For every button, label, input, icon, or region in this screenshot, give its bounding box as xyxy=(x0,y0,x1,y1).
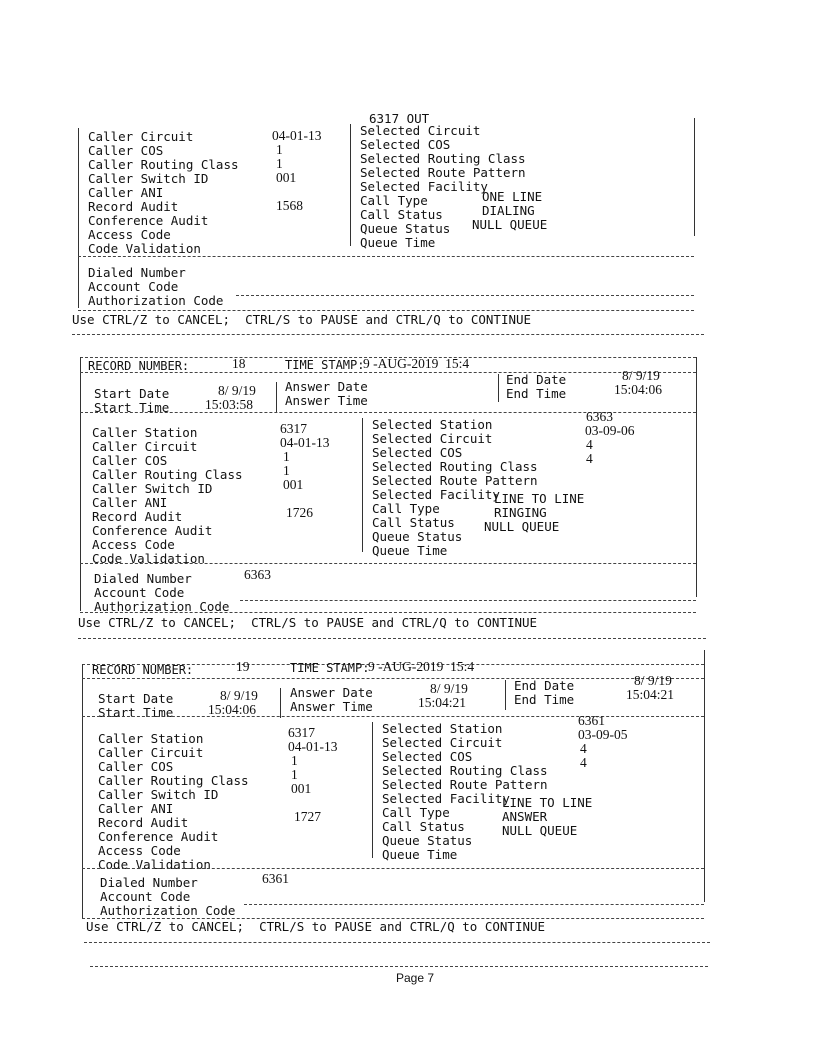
label-answer-date: Answer Date xyxy=(285,379,368,394)
label-caller-ani: Caller ANI xyxy=(88,185,164,200)
label-queue-time: Queue Time xyxy=(372,543,448,558)
label-selected-facility: Selected Facility xyxy=(382,791,510,806)
value-caller-routing-class: 1 xyxy=(291,767,298,782)
label-call-type: Call Type xyxy=(372,501,440,516)
label-authorization-code: Authorization Code xyxy=(100,903,236,918)
value-caller-switch-id: 001 xyxy=(276,170,297,185)
label-caller-routing-class: Caller Routing Class xyxy=(98,773,249,788)
separator xyxy=(240,600,696,601)
value-dialed-number: 6361 xyxy=(262,871,289,886)
value-answer-date: 8/ 9/19 xyxy=(430,681,468,696)
label-selected-cos: Selected COS xyxy=(360,137,451,152)
label-end-time: End Time xyxy=(506,386,567,401)
value-selected-station: 6363 xyxy=(586,409,613,424)
label-queue-status: Queue Status xyxy=(382,833,473,848)
value-caller-cos: 1 xyxy=(276,142,283,157)
ctrl-instructions: Use CTRL/Z to CANCEL; CTRL/S to PAUSE and CTRL/Q to CONTINUE xyxy=(72,312,532,327)
label-time-stamp: TIME STAMP: xyxy=(290,661,370,675)
separator xyxy=(80,563,696,564)
label-selected-station: Selected Station xyxy=(372,417,493,432)
label-end-date: End Date xyxy=(506,372,567,387)
label-authorization-code: Authorization Code xyxy=(88,293,224,308)
box-right-border xyxy=(694,118,695,236)
value-selected-cos: 4 xyxy=(580,741,587,756)
value-record-number: 18 xyxy=(232,356,246,371)
separator xyxy=(82,716,704,717)
value-start-date: 8/ 9/19 xyxy=(220,688,258,703)
label-call-status: Call Status xyxy=(372,515,455,530)
value-caller-station: 6317 xyxy=(280,421,307,436)
label-access-code: Access Code xyxy=(92,537,175,552)
divider xyxy=(505,680,506,710)
label-answer-time: Answer Time xyxy=(285,393,368,408)
label-call-status: Call Status xyxy=(360,207,443,222)
label-selected-facility: Selected Facility xyxy=(372,487,500,502)
label-access-code: Access Code xyxy=(88,227,171,242)
label-code-validation: Code Validation xyxy=(98,857,211,872)
label-caller-circuit: Caller Circuit xyxy=(98,745,204,760)
value-call-type: LINE TO LINE xyxy=(502,795,593,810)
value-start-time: 15:03:58 xyxy=(205,397,254,412)
label-caller-station: Caller Station xyxy=(98,731,204,746)
label-caller-ani: Caller ANI xyxy=(98,801,174,816)
value-dialed-number: 6363 xyxy=(244,567,271,582)
box-left-border xyxy=(78,128,79,308)
value-start-time: 15:04:06 xyxy=(208,702,257,717)
label-selected-circuit: Selected Circuit xyxy=(360,123,481,138)
label-queue-status: Queue Status xyxy=(372,529,463,544)
label-answer-time: Answer Time xyxy=(290,699,373,714)
label-start-date: Start Date xyxy=(94,386,170,401)
label-caller-routing-class: Caller Routing Class xyxy=(88,157,239,172)
divider xyxy=(280,688,281,718)
value-caller-cos: 1 xyxy=(291,753,298,768)
box-right-border xyxy=(696,357,697,597)
value-selected-routing-class: 4 xyxy=(586,451,593,466)
divider xyxy=(362,418,363,552)
label-call-type: Call Type xyxy=(360,193,428,208)
label-caller-circuit: Caller Circuit xyxy=(92,439,198,454)
value-caller-circuit: 04-01-13 xyxy=(280,435,330,450)
label-code-validation: Code Validation xyxy=(88,241,201,256)
value-start-date: 8/ 9/19 xyxy=(218,383,256,398)
value-end-time: 15:04:21 xyxy=(626,687,675,702)
label-caller-cos: Caller COS xyxy=(92,453,168,468)
value-record-audit: 1726 xyxy=(286,505,313,520)
divider xyxy=(498,374,499,402)
label-selected-route-pattern: Selected Route Pattern xyxy=(360,165,526,180)
label-time-stamp: TIME STAMP: xyxy=(285,358,365,372)
value-caller-circuit: 04-01-13 xyxy=(272,128,322,143)
value-record-number: 19 xyxy=(236,659,250,674)
value-queue-status: NULL QUEUE xyxy=(502,823,578,838)
value-selected-cos: 4 xyxy=(586,437,593,452)
label-caller-ani: Caller ANI xyxy=(92,495,168,510)
label-selected-cos: Selected COS xyxy=(372,445,463,460)
label-conference-audit: Conference Audit xyxy=(98,829,219,844)
label-selected-routing-class: Selected Routing Class xyxy=(382,763,548,778)
value-time-stamp: 9 -AUG-2019 15:4 xyxy=(368,659,475,674)
value-call-type: ONE LINE xyxy=(482,189,543,204)
label-selected-circuit: Selected Circuit xyxy=(372,431,493,446)
value-time-stamp: 9 -AUG-2019 15:4 xyxy=(363,356,470,371)
label-call-type: Call Type xyxy=(382,805,450,820)
value-caller-cos: 1 xyxy=(283,449,290,464)
value-call-type: LINE TO LINE xyxy=(494,491,585,506)
label-account-code: Account Code xyxy=(100,889,191,904)
label-record-audit: Record Audit xyxy=(88,199,179,214)
value-end-date: 8/ 9/19 xyxy=(634,673,672,688)
label-caller-routing-class: Caller Routing Class xyxy=(92,467,243,482)
selected-station-value: 6317 OUT xyxy=(369,111,430,126)
label-code-validation: Code Validation xyxy=(92,551,205,566)
label-conference-audit: Conference Audit xyxy=(92,523,213,538)
separator xyxy=(78,256,694,257)
value-caller-switch-id: 001 xyxy=(291,781,312,796)
separator xyxy=(82,868,704,869)
label-selected-route-pattern: Selected Route Pattern xyxy=(372,473,538,488)
separator xyxy=(78,310,694,311)
label-queue-time: Queue Time xyxy=(382,847,458,862)
value-record-audit: 1568 xyxy=(276,198,303,213)
label-end-time: End Time xyxy=(514,692,575,707)
label-selected-routing-class: Selected Routing Class xyxy=(360,151,526,166)
value-selected-circuit: 03-09-06 xyxy=(585,423,635,438)
label-dialed-number: Dialed Number xyxy=(88,265,186,280)
label-selected-routing-class: Selected Routing Class xyxy=(372,459,538,474)
box-right-border xyxy=(704,650,705,902)
value-queue-status: NULL QUEUE xyxy=(472,217,548,232)
divider xyxy=(276,382,277,412)
box-left-border xyxy=(82,664,83,918)
value-caller-station: 6317 xyxy=(288,725,315,740)
ctrl-instructions: Use CTRL/Z to CANCEL; CTRL/S to PAUSE and CTRL/Q to CONTINUE xyxy=(78,615,538,630)
footer-rule xyxy=(90,966,708,967)
label-call-status: Call Status xyxy=(382,819,465,834)
value-caller-switch-id: 001 xyxy=(283,477,304,492)
separator xyxy=(82,678,704,679)
label-answer-date: Answer Date xyxy=(290,685,373,700)
value-caller-routing-class: 1 xyxy=(276,156,283,171)
value-caller-circuit: 04-01-13 xyxy=(288,739,338,754)
label-selected-circuit: Selected Circuit xyxy=(382,735,503,750)
label-caller-cos: Caller COS xyxy=(98,759,174,774)
label-end-date: End Date xyxy=(514,678,575,693)
label-selected-station: Selected Station xyxy=(382,721,503,736)
label-dialed-number: Dialed Number xyxy=(100,875,198,890)
value-call-status: RINGING xyxy=(494,505,547,520)
value-record-audit: 1727 xyxy=(294,809,321,824)
label-queue-time: Queue Time xyxy=(360,235,436,250)
separator xyxy=(244,904,704,905)
separator xyxy=(84,942,710,943)
label-caller-circuit: Caller Circuit xyxy=(88,129,194,144)
label-start-time: Start Time xyxy=(94,400,170,415)
separator xyxy=(78,638,706,639)
label-start-date: Start Date xyxy=(98,691,174,706)
label-record-audit: Record Audit xyxy=(92,509,183,524)
label-start-time: Start Time xyxy=(98,705,174,720)
divider xyxy=(372,722,373,858)
value-caller-routing-class: 1 xyxy=(283,463,290,478)
page-number: Page 7 xyxy=(396,971,435,985)
label-caller-switch-id: Caller Switch ID xyxy=(88,171,209,186)
label-access-code: Access Code xyxy=(98,843,181,858)
value-selected-station: 6361 xyxy=(578,713,605,728)
value-call-status: ANSWER xyxy=(502,809,548,824)
label-conference-audit: Conference Audit xyxy=(88,213,209,228)
value-end-date: 8/ 9/19 xyxy=(622,368,660,383)
label-record-audit: Record Audit xyxy=(98,815,189,830)
label-authorization-code: Authorization Code xyxy=(94,599,230,614)
label-caller-switch-id: Caller Switch ID xyxy=(92,481,213,496)
box-left-border xyxy=(80,357,81,611)
label-dialed-number: Dialed Number xyxy=(94,571,192,586)
value-answer-time: 15:04:21 xyxy=(418,695,467,710)
value-selected-circuit: 03-09-05 xyxy=(578,727,628,742)
label-account-code: Account Code xyxy=(94,585,185,600)
label-record-number: RECORD NUMBER: xyxy=(88,359,190,373)
separator xyxy=(80,372,696,373)
label-caller-station: Caller Station xyxy=(92,425,198,440)
box-divider xyxy=(350,124,351,246)
label-account-code: Account Code xyxy=(88,279,179,294)
label-selected-cos: Selected COS xyxy=(382,749,473,764)
value-queue-status: NULL QUEUE xyxy=(484,519,560,534)
separator xyxy=(80,612,696,613)
label-caller-cos: Caller COS xyxy=(88,143,164,158)
separator xyxy=(236,295,694,296)
separator xyxy=(72,334,704,335)
value-end-time: 15:04:06 xyxy=(614,382,663,397)
label-queue-status: Queue Status xyxy=(360,221,451,236)
value-call-status: DIALING xyxy=(482,203,535,218)
label-caller-switch-id: Caller Switch ID xyxy=(98,787,219,802)
ctrl-instructions: Use CTRL/Z to CANCEL; CTRL/S to PAUSE and CTRL/Q to CONTINUE xyxy=(86,919,546,934)
label-selected-route-pattern: Selected Route Pattern xyxy=(382,777,548,792)
value-selected-routing-class: 4 xyxy=(580,755,587,770)
label-record-number: RECORD NUMBER: xyxy=(92,663,194,677)
label-selected-facility: Selected Facility xyxy=(360,179,488,194)
